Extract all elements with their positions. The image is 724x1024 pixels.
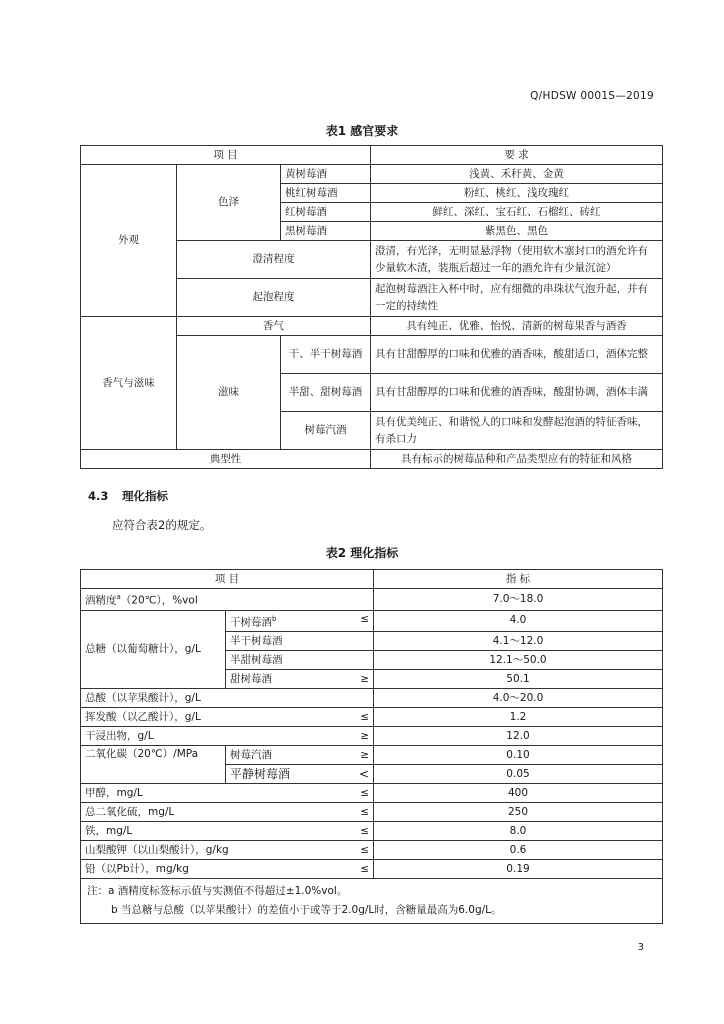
cell-requirement: 起泡树莓酒注入杯中时，应有细微的串珠状气泡升起，并有一定的持续性	[371, 279, 663, 317]
footnote-marker: a	[116, 593, 121, 601]
cell-requirement: 澄清，有光泽，无明显悬浮物（使用软木塞封口的酒允许有少量软木渣，装瓶后超过一年的酒允许有少量沉淀）	[371, 241, 663, 279]
notes-row	[81, 879, 663, 924]
cell-value: 0.6	[374, 841, 663, 860]
item-name: 总二氧化硫，mg/L	[85, 805, 175, 818]
note-a: 注：a 酒精度标签标示值与实测值不得超过±1.0%vol。	[87, 885, 348, 897]
comparison-symbol: ≥	[360, 748, 369, 761]
section-text: 应符合表2的规定。	[112, 518, 212, 532]
cell-product: 黄树莓酒	[281, 165, 371, 184]
subcategory-typicality: 典型性	[81, 450, 371, 469]
cell-requirement: 具有纯正、优雅、怡悦、清新的树莓果香与酒香	[371, 317, 663, 336]
comparison-symbol: ≤	[360, 824, 369, 837]
cell-value: 50.1	[374, 670, 663, 689]
cell-requirement: 鲜红、深红、宝石红、石榴红、砖红	[371, 203, 663, 222]
comparison-symbol: ≥	[360, 672, 369, 685]
item-name: 甲醇，mg/L	[85, 786, 143, 799]
table-notes	[81, 879, 663, 924]
subcategory-foam: 起泡程度	[177, 279, 371, 317]
subcategory-aroma: 香气	[177, 317, 371, 336]
table2-caption: 表2 理化指标	[325, 546, 399, 560]
section-heading	[88, 488, 168, 504]
cell-value: 0.10	[374, 746, 663, 765]
standard-code: Q/HDSW 0001S—2019	[530, 90, 654, 102]
item-lead	[81, 860, 374, 879]
table-row	[81, 784, 663, 803]
note-b: b 当总糖与总酸（以苹果酸计）的差值小于或等于2.0g/L时，含糖量最高为6.0g/L。	[111, 904, 502, 916]
comparison-symbol: ≤	[360, 805, 369, 818]
table-row	[81, 803, 663, 822]
item-name: 干浸出物，g/L	[85, 729, 154, 742]
item-potassium-sorbate	[81, 841, 374, 860]
item-name: 酒精度	[85, 594, 117, 607]
cell-value: 4.0	[374, 610, 663, 632]
table-row	[81, 841, 663, 860]
footnote-marker: b	[272, 614, 277, 623]
cell-value: 12.0	[374, 727, 663, 746]
cell-subitem	[226, 746, 374, 765]
cell-subitem	[226, 765, 374, 784]
header-index: 指 标	[374, 570, 663, 589]
item-name: 铅（以Pb计），mg/kg	[85, 862, 189, 875]
cell-product: 红树莓酒	[281, 203, 371, 222]
item-sulfur-dioxide	[81, 803, 374, 822]
cell-requirement: 具有标示的树莓品种和产品类型应有的特征和风格	[371, 450, 663, 469]
cell-product: 黑树莓酒	[281, 222, 371, 241]
category-aroma-taste: 香气与滋味	[81, 317, 177, 450]
item-co2: 二氧化碳（20℃）/MPa	[81, 746, 226, 784]
cell-product: 半甜、甜树莓酒	[281, 374, 371, 412]
cell-value: 7.0～18.0	[374, 589, 663, 611]
cell-requirement: 具有优美纯正、和谐悦人的口味和发酵起泡酒的特征香味，有杀口力	[371, 412, 663, 450]
cell-value: 4.1～12.0	[374, 632, 663, 651]
header-item: 项 目	[81, 570, 374, 589]
cell-subitem	[226, 610, 374, 632]
table-row	[81, 746, 663, 765]
page-number: 3	[637, 942, 644, 953]
cell-value: 0.05	[374, 765, 663, 784]
item-volatile-acid	[81, 708, 374, 727]
comparison-symbol: ≤	[360, 786, 369, 799]
item-total-sugar: 总糖（以葡萄糖计），g/L	[81, 610, 226, 689]
cell-subitem	[226, 670, 374, 689]
table-header-row	[81, 570, 663, 589]
table-row	[81, 727, 663, 746]
subitem-name: 半甜树莓酒	[230, 653, 283, 666]
item-methanol	[81, 784, 374, 803]
table-row	[81, 689, 663, 708]
cell-requirement: 紫黑色、黑色	[371, 222, 663, 241]
physicochemical-table	[80, 569, 663, 924]
subitem-name: 树莓汽酒	[230, 748, 272, 761]
cell-requirement: 浅黄、禾秆黄、金黄	[371, 165, 663, 184]
comparison-symbol: <	[358, 766, 369, 781]
table1-caption: 表1 感官要求	[325, 124, 399, 138]
cell-requirement: 粉红、桃红、浅玫瑰红	[371, 184, 663, 203]
section-title: 理化指标	[122, 489, 169, 503]
item-name: 铁，mg/L	[85, 824, 133, 837]
cell-value: 250	[374, 803, 663, 822]
subitem-name: 平静树莓酒	[230, 766, 291, 781]
table-row	[81, 317, 663, 336]
comparison-symbol: ≥	[360, 729, 369, 742]
cell-subitem	[226, 632, 374, 651]
item-name: 挥发酸（以乙酸计），g/L	[85, 710, 201, 723]
cell-value: 400	[374, 784, 663, 803]
item-name: 山梨酸钾（以山梨酸计），g/kg	[85, 843, 229, 856]
subcategory-taste: 滋味	[177, 336, 281, 450]
cell-requirement: 具有甘甜醇厚的口味和优雅的酒香味，酸甜协调，酒体丰满	[371, 374, 663, 412]
cell-requirement: 具有甘甜醇厚的口味和优雅的酒香味，酸甜适口，酒体完整	[371, 336, 663, 374]
subitem-name: 甜树莓酒	[230, 672, 272, 685]
cell-value: 0.19	[374, 860, 663, 879]
category-appearance: 外观	[81, 165, 177, 317]
table-row	[81, 610, 663, 632]
table-header-row	[81, 146, 663, 165]
sensory-requirements-table	[80, 145, 663, 469]
header-requirement: 要 求	[371, 146, 663, 165]
subcategory-clarity: 澄清程度	[177, 241, 371, 279]
table-row	[81, 450, 663, 469]
comparison-symbol: ≤	[360, 612, 369, 625]
cell-product: 桃红树莓酒	[281, 184, 371, 203]
cell-subitem	[226, 651, 374, 670]
table-row	[81, 165, 663, 184]
section-number: 4.3	[88, 489, 109, 503]
subitem-name: 半干树莓酒	[230, 634, 283, 647]
cell-product: 树莓汽酒	[281, 412, 371, 450]
cell-value: 1.2	[374, 708, 663, 727]
table-row	[81, 708, 663, 727]
cell-value: 8.0	[374, 822, 663, 841]
item-iron	[81, 822, 374, 841]
cell-value: 4.0～20.0	[374, 689, 663, 708]
comparison-symbol: ≤	[360, 843, 369, 856]
cell-value: 12.1～50.0	[374, 651, 663, 670]
table-row	[81, 589, 663, 611]
comparison-symbol: ≤	[360, 710, 369, 723]
table-row	[81, 822, 663, 841]
item-name-rest: （20℃），%vol	[120, 594, 198, 607]
cell-product: 干、半干树莓酒	[281, 336, 371, 374]
item-alcohol	[81, 589, 374, 611]
table-row	[81, 860, 663, 879]
item-total-acid: 总酸（以苹果酸计），g/L	[81, 689, 374, 708]
comparison-symbol: ≤	[360, 862, 369, 875]
subcategory-color: 色泽	[177, 165, 281, 241]
item-dry-extract	[81, 727, 374, 746]
subitem-name: 干树莓酒	[230, 616, 272, 628]
header-item: 项 目	[81, 146, 371, 165]
